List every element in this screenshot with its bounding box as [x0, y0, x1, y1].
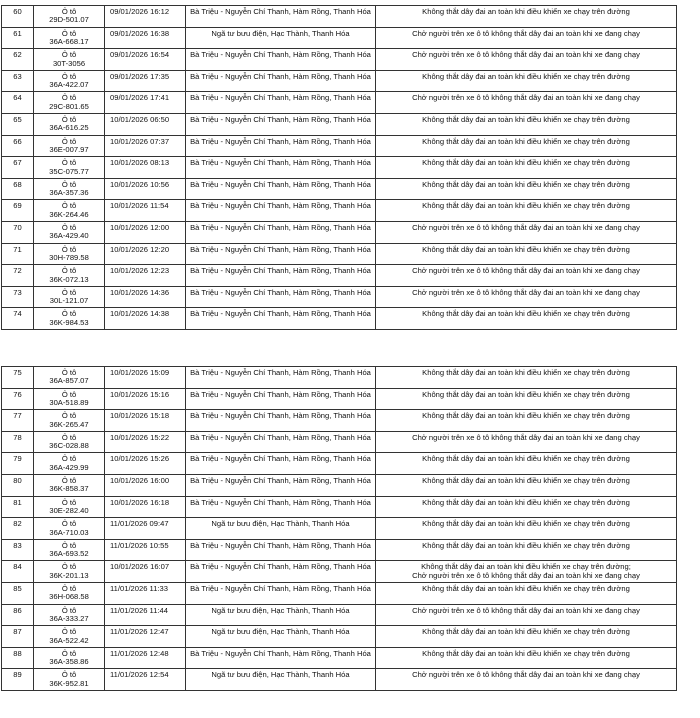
license-plate: 35C-075.77 [49, 166, 89, 176]
vehicle-type: Ô tô [61, 411, 77, 421]
license-plate: 36A-522.42 [49, 635, 89, 645]
violation-description [376, 222, 677, 243]
violation-time: 11/01/2026 09:47 [105, 518, 186, 539]
violation-location: Ngã tư bưu điện, Hạc Thành, Thanh Hóa [186, 669, 376, 690]
vehicle-cell [34, 179, 105, 200]
violation-location: Bà Triệu - Nguyễn Chí Thanh, Hàm Rồng, Thanh Hóa [186, 157, 376, 178]
violation-time: 10/01/2026 16:07 [105, 561, 186, 582]
table-row [1, 49, 677, 71]
table-row [1, 626, 677, 648]
table-row [1, 497, 677, 519]
violation-location: Bà Triệu - Nguyễn Chí Thanh, Hàm Rồng, Thanh Hóa [186, 497, 376, 518]
license-plate: 29C-801.65 [49, 101, 89, 111]
vehicle-cell [34, 453, 105, 474]
row-number: 67 [1, 157, 34, 178]
vehicle-type: Ô tô [61, 627, 77, 637]
row-number: 62 [1, 49, 34, 70]
violation-description [376, 475, 677, 496]
violation-location: Ngã tư bưu điện, Hạc Thành, Thanh Hóa [186, 28, 376, 49]
violation-line: Không thắt dây đai an toàn khi điều khiển xe chạy trên đường [422, 540, 630, 550]
violation-line: Chở người trên xe ô tô không thắt dây đai an toàn khi xe đang chạy [412, 432, 640, 442]
violation-line: Chở người trên xe ô tô không thắt dây đai an toàn khi xe đang chạy [412, 605, 640, 615]
license-plate: 36A-358.86 [49, 657, 89, 667]
violation-location: Bà Triệu - Nguyễn Chí Thanh, Hàm Rồng, Thanh Hóa [186, 222, 376, 243]
violation-description [376, 605, 677, 626]
table-row [1, 244, 677, 266]
vehicle-type: Ô tô [61, 71, 77, 81]
vehicle-cell [34, 561, 105, 582]
license-plate: 30H-789.58 [49, 252, 89, 262]
table-row [1, 28, 677, 50]
violation-description [376, 561, 677, 582]
table-row [1, 287, 677, 309]
table-row [1, 157, 677, 179]
vehicle-type: Ô tô [61, 670, 77, 680]
violation-line: Chở người trên xe ô tô không thắt dây đai an toàn khi xe đang chạy [412, 670, 640, 680]
violation-line: Không thắt dây đai an toàn khi điều khiển xe chạy trên đường [422, 179, 630, 189]
violation-line: Không thắt dây đai an toàn khi điều khiển xe chạy trên đường [422, 136, 630, 146]
violation-line: Không thắt dây đai an toàn khi điều khiển xe chạy trên đường [422, 244, 630, 254]
violation-location: Bà Triệu - Nguyễn Chí Thanh, Hàm Rồng, Thanh Hóa [186, 71, 376, 92]
violation-description [376, 71, 677, 92]
violation-location: Bà Triệu - Nguyễn Chí Thanh, Hàm Rồng, Thanh Hóa [186, 367, 376, 388]
violation-location: Bà Triệu - Nguyễn Chí Thanh, Hàm Rồng, Thanh Hóa [186, 265, 376, 286]
vehicle-cell [34, 28, 105, 49]
vehicle-type: Ô tô [61, 309, 77, 319]
violation-line: Không thắt dây đai an toàn khi điều khiển xe chạy trên đường [422, 7, 630, 16]
license-plate: 36A-429.40 [49, 231, 89, 241]
row-number: 63 [1, 71, 34, 92]
vehicle-cell [34, 157, 105, 178]
license-plate: 36A-857.07 [49, 376, 89, 386]
row-number: 79 [1, 453, 34, 474]
row-number: 86 [1, 605, 34, 626]
license-plate: 29D-501.07 [49, 15, 89, 25]
violation-line: Không thắt dây đai an toàn khi điều khiển xe chạy trên đường [422, 71, 630, 81]
violation-description [376, 648, 677, 669]
violation-time: 10/01/2026 06:50 [105, 114, 186, 135]
vehicle-cell [34, 669, 105, 690]
license-plate: 36H-068.58 [49, 592, 89, 602]
violation-location: Bà Triệu - Nguyễn Chí Thanh, Hàm Rồng, Thanh Hóa [186, 583, 376, 604]
violation-location: Bà Triệu - Nguyễn Chí Thanh, Hàm Rồng, Thanh Hóa [186, 92, 376, 113]
table-row [1, 71, 677, 93]
license-plate: 36A-668.17 [49, 37, 89, 46]
license-plate: 36A-710.03 [49, 527, 89, 537]
table-row [1, 475, 677, 497]
row-number: 73 [1, 287, 34, 308]
table-row [1, 669, 677, 691]
vehicle-cell [34, 222, 105, 243]
violation-time: 09/01/2026 16:12 [105, 6, 186, 27]
row-number: 88 [1, 648, 34, 669]
violations-table-page-2 [1, 366, 677, 691]
violation-time: 10/01/2026 15:26 [105, 453, 186, 474]
vehicle-type: Ô tô [61, 475, 77, 485]
vehicle-type: Ô tô [61, 497, 77, 507]
violation-description [376, 265, 677, 286]
row-number: 84 [1, 561, 34, 582]
vehicle-type: Ô tô [61, 93, 77, 103]
vehicle-cell [34, 605, 105, 626]
violation-location: Bà Triệu - Nguyễn Chí Thanh, Hàm Rồng, Thanh Hóa [186, 49, 376, 70]
license-plate: 36A-429.99 [49, 462, 89, 472]
row-number: 64 [1, 92, 34, 113]
violation-location: Bà Triệu - Nguyễn Chí Thanh, Hàm Rồng, Thanh Hóa [186, 432, 376, 453]
vehicle-type: Ô tô [61, 454, 77, 464]
violation-time: 11/01/2026 11:44 [105, 605, 186, 626]
violation-location: Bà Triệu - Nguyễn Chí Thanh, Hàm Rồng, Thanh Hóa [186, 114, 376, 135]
vehicle-type: Ô tô [61, 201, 77, 211]
vehicle-cell [34, 114, 105, 135]
row-number: 72 [1, 265, 34, 286]
violation-description [376, 179, 677, 200]
violation-description [376, 287, 677, 308]
row-number: 87 [1, 626, 34, 647]
violation-time: 10/01/2026 16:18 [105, 497, 186, 518]
violation-line: Không thắt dây đai an toàn khi điều khiển xe chạy trên đường [422, 454, 630, 464]
violation-description [376, 28, 677, 49]
violation-time: 10/01/2026 15:16 [105, 389, 186, 410]
vehicle-cell [34, 308, 105, 329]
violation-time: 10/01/2026 14:36 [105, 287, 186, 308]
violation-line: Chở người trên xe ô tô không thắt dây đai an toàn khi xe đang chạy [412, 50, 640, 60]
violation-description [376, 583, 677, 604]
license-plate: 36A-693.52 [49, 549, 89, 559]
violation-location: Bà Triệu - Nguyễn Chí Thanh, Hàm Rồng, Thanh Hóa [186, 410, 376, 431]
vehicle-type: Ô tô [61, 583, 77, 593]
license-plate: 36K-264.46 [49, 209, 89, 219]
vehicle-type: Ô tô [61, 562, 77, 572]
vehicle-cell [34, 200, 105, 221]
violation-location: Bà Triệu - Nguyễn Chí Thanh, Hàm Rồng, Thanh Hóa [186, 308, 376, 329]
violation-line: Không thắt dây đai an toàn khi điều khiển xe chạy trên đường [422, 201, 630, 211]
violation-location: Ngã tư bưu điện, Hạc Thành, Thanh Hóa [186, 626, 376, 647]
vehicle-type: Ô tô [61, 605, 77, 615]
vehicle-type: Ô tô [61, 179, 77, 189]
row-number: 81 [1, 497, 34, 518]
violation-time: 09/01/2026 17:35 [105, 71, 186, 92]
violation-line: Không thắt dây đai an toàn khi điều khiển xe chạy trên đường [422, 627, 630, 637]
violation-time: 11/01/2026 12:48 [105, 648, 186, 669]
vehicle-type: Ô tô [61, 540, 77, 550]
violation-description [376, 114, 677, 135]
violation-line: Không thắt dây đai an toàn khi điều khiển xe chạy trên đường [422, 583, 630, 593]
table-row [1, 200, 677, 222]
violation-description [376, 244, 677, 265]
violation-time: 10/01/2026 07:37 [105, 136, 186, 157]
violation-time: 10/01/2026 12:00 [105, 222, 186, 243]
row-number: 68 [1, 179, 34, 200]
violation-line: Không thắt dây đai an toàn khi điều khiển xe chạy trên đường [422, 309, 630, 319]
row-number: 77 [1, 410, 34, 431]
violation-line: Chở người trên xe ô tô không thắt dây đai an toàn khi xe đang chạy [412, 266, 640, 276]
row-number: 74 [1, 308, 34, 329]
violation-location: Bà Triệu - Nguyễn Chí Thanh, Hàm Rồng, Thanh Hóa [186, 648, 376, 669]
license-plate: 36K-984.53 [49, 317, 89, 327]
violation-line: Không thắt dây đai an toàn khi điều khiển xe chạy trên đường [422, 114, 630, 124]
violation-location: Bà Triệu - Nguyễn Chí Thanh, Hàm Rồng, Thanh Hóa [186, 561, 376, 582]
vehicle-type: Ô tô [61, 519, 77, 529]
row-number: 69 [1, 200, 34, 221]
violation-location: Bà Triệu - Nguyễn Chí Thanh, Hàm Rồng, Thanh Hóa [186, 6, 376, 27]
vehicle-type: Ô tô [61, 244, 77, 254]
table-row [1, 518, 677, 540]
violation-line: Không thắt dây đai an toàn khi điều khiển xe chạy trên đường [422, 519, 630, 529]
violation-location: Ngã tư bưu điện, Hạc Thành, Thanh Hóa [186, 605, 376, 626]
table-row [1, 136, 677, 158]
table-row [1, 265, 677, 287]
table-row [1, 114, 677, 136]
violation-description [376, 157, 677, 178]
violation-description [376, 308, 677, 329]
violation-line: Chở người trên xe ô tô không thắt dây đai an toàn khi xe đang chạy [412, 570, 640, 580]
violation-time: 10/01/2026 12:20 [105, 244, 186, 265]
table-row [1, 648, 677, 670]
vehicle-type: Ô tô [61, 158, 77, 168]
row-number: 89 [1, 669, 34, 690]
row-number: 70 [1, 222, 34, 243]
violation-description [376, 453, 677, 474]
table-row [1, 367, 677, 389]
vehicle-type: Ô tô [61, 114, 77, 124]
violation-location: Bà Triệu - Nguyễn Chí Thanh, Hàm Rồng, Thanh Hóa [186, 200, 376, 221]
violation-location: Ngã tư bưu điện, Hạc Thành, Thanh Hóa [186, 518, 376, 539]
vehicle-type: Ô tô [61, 648, 77, 658]
license-plate: 36K-858.37 [49, 484, 89, 494]
vehicle-cell [34, 432, 105, 453]
violation-location: Bà Triệu - Nguyễn Chí Thanh, Hàm Rồng, Thanh Hóa [186, 136, 376, 157]
vehicle-type: Ô tô [61, 50, 77, 60]
violation-description [376, 518, 677, 539]
violation-line: Chở người trên xe ô tô không thắt dây đai an toàn khi xe đang chạy [412, 222, 640, 232]
violation-location: Bà Triệu - Nguyễn Chí Thanh, Hàm Rồng, Thanh Hóa [186, 475, 376, 496]
violation-line: Không thắt dây đai an toàn khi điều khiển xe chạy trên đường [422, 497, 630, 507]
violation-description [376, 410, 677, 431]
row-number: 83 [1, 540, 34, 561]
violation-line: Không thắt dây đai an toàn khi điều khiển xe chạy trên đường [422, 389, 630, 399]
row-number: 75 [1, 367, 34, 388]
violation-time: 09/01/2026 17:41 [105, 92, 186, 113]
violation-line: Không thắt dây đai an toàn khi điều khiển xe chạy trên đường [422, 648, 630, 658]
table-row [1, 583, 677, 605]
table-row [1, 222, 677, 244]
table-row [1, 92, 677, 114]
violation-description [376, 49, 677, 70]
vehicle-cell [34, 518, 105, 539]
vehicle-cell [34, 410, 105, 431]
violation-line: Không thắt dây đai an toàn khi điều khiển xe chạy trên đường [422, 368, 630, 377]
vehicle-cell [34, 136, 105, 157]
violation-line: Chở người trên xe ô tô không thắt dây đai an toàn khi xe đang chạy [412, 28, 640, 38]
vehicle-cell [34, 497, 105, 518]
violation-line: Không thắt dây đai an toàn khi điều khiển xe chạy trên đường [422, 475, 630, 485]
row-number: 85 [1, 583, 34, 604]
table-row [1, 453, 677, 475]
table-row [1, 605, 677, 627]
row-number: 76 [1, 389, 34, 410]
row-number: 61 [1, 28, 34, 49]
vehicle-cell [34, 265, 105, 286]
row-number: 82 [1, 518, 34, 539]
license-plate: 36K-201.13 [49, 570, 89, 580]
table-row [1, 410, 677, 432]
license-plate: 30T-3056 [52, 58, 86, 68]
vehicle-cell [34, 6, 105, 27]
violation-line: Không thắt dây đai an toàn khi điều khiển xe chạy trên đường; [421, 562, 631, 572]
table-row [1, 561, 677, 583]
license-plate: 36K-952.81 [49, 678, 89, 688]
vehicle-type: Ô tô [61, 432, 77, 442]
row-number: 71 [1, 244, 34, 265]
license-plate: 36A-422.07 [49, 80, 89, 90]
violation-time: 10/01/2026 15:09 [105, 367, 186, 388]
violation-time: 10/01/2026 08:13 [105, 157, 186, 178]
violation-location: Bà Triệu - Nguyễn Chí Thanh, Hàm Rồng, Thanh Hóa [186, 179, 376, 200]
violation-description [376, 626, 677, 647]
license-plate: 36K-072.13 [49, 274, 89, 284]
license-plate: 36A-357.36 [49, 188, 89, 198]
row-number: 65 [1, 114, 34, 135]
vehicle-cell [34, 71, 105, 92]
table-row [1, 179, 677, 201]
license-plate: 36K-265.47 [49, 419, 89, 429]
license-plate: 30E-282.40 [49, 505, 89, 515]
violation-line: Không thắt dây đai an toàn khi điều khiển xe chạy trên đường [422, 411, 630, 421]
violation-time: 10/01/2026 11:54 [105, 200, 186, 221]
license-plate: 30L-121.07 [49, 296, 89, 306]
violation-description [376, 540, 677, 561]
license-plate: 36E-007.97 [49, 144, 89, 154]
violation-time: 10/01/2026 12:23 [105, 265, 186, 286]
license-plate: 36C-028.88 [49, 441, 89, 451]
violation-time: 10/01/2026 16:00 [105, 475, 186, 496]
row-number: 66 [1, 136, 34, 157]
violation-description [376, 92, 677, 113]
vehicle-cell [34, 389, 105, 410]
vehicle-type: Ô tô [61, 7, 77, 16]
vehicle-cell [34, 287, 105, 308]
table-row [1, 308, 677, 330]
violation-location: Bà Triệu - Nguyễn Chí Thanh, Hàm Rồng, Thanh Hóa [186, 287, 376, 308]
table-row [1, 432, 677, 454]
vehicle-type: Ô tô [61, 368, 77, 377]
license-plate: 30A-518.89 [49, 398, 89, 407]
row-number: 80 [1, 475, 34, 496]
vehicle-type: Ô tô [61, 136, 77, 146]
vehicle-type: Ô tô [61, 266, 77, 276]
violation-time: 10/01/2026 14:38 [105, 308, 186, 329]
vehicle-cell [34, 367, 105, 388]
violation-description [376, 6, 677, 27]
violation-description [376, 389, 677, 410]
vehicle-cell [34, 583, 105, 604]
vehicle-type: Ô tô [61, 287, 77, 297]
violation-location: Bà Triệu - Nguyễn Chí Thanh, Hàm Rồng, Thanh Hóa [186, 453, 376, 474]
vehicle-type: Ô tô [61, 389, 77, 399]
violation-line: Chở người trên xe ô tô không thắt dây đai an toàn khi xe đang chạy [412, 93, 640, 103]
violation-time: 11/01/2026 10:55 [105, 540, 186, 561]
violation-description [376, 669, 677, 690]
row-number: 60 [1, 6, 34, 27]
vehicle-cell [34, 92, 105, 113]
table-row [1, 6, 677, 28]
row-number: 78 [1, 432, 34, 453]
vehicle-type: Ô tô [61, 222, 77, 232]
violation-line: Chở người trên xe ô tô không thắt dây đai an toàn khi xe đang chạy [412, 287, 640, 297]
vehicle-cell [34, 475, 105, 496]
violation-time: 10/01/2026 10:56 [105, 179, 186, 200]
vehicle-type: Ô tô [61, 28, 77, 38]
violation-time: 09/01/2026 16:38 [105, 28, 186, 49]
vehicle-cell [34, 626, 105, 647]
violations-table-page-1 [1, 5, 677, 330]
vehicle-cell [34, 540, 105, 561]
vehicle-cell [34, 244, 105, 265]
violation-time: 11/01/2026 12:47 [105, 626, 186, 647]
violation-time: 11/01/2026 11:33 [105, 583, 186, 604]
violation-time: 10/01/2026 15:18 [105, 410, 186, 431]
violation-description [376, 432, 677, 453]
violation-time: 09/01/2026 16:54 [105, 49, 186, 70]
license-plate: 36A-333.27 [49, 613, 89, 623]
violation-location: Bà Triệu - Nguyễn Chí Thanh, Hàm Rồng, Thanh Hóa [186, 244, 376, 265]
violation-description [376, 200, 677, 221]
violation-time: 11/01/2026 12:54 [105, 669, 186, 690]
violation-time: 10/01/2026 15:22 [105, 432, 186, 453]
vehicle-cell [34, 648, 105, 669]
table-row [1, 389, 677, 411]
violation-description [376, 497, 677, 518]
violation-description [376, 367, 677, 388]
license-plate: 36A-616.25 [49, 123, 89, 133]
violation-line: Không thắt dây đai an toàn khi điều khiển xe chạy trên đường [422, 158, 630, 168]
violation-description [376, 136, 677, 157]
violation-location: Bà Triệu - Nguyễn Chí Thanh, Hàm Rồng, Thanh Hóa [186, 389, 376, 410]
table-row [1, 540, 677, 562]
vehicle-cell [34, 49, 105, 70]
violation-location: Bà Triệu - Nguyễn Chí Thanh, Hàm Rồng, Thanh Hóa [186, 540, 376, 561]
